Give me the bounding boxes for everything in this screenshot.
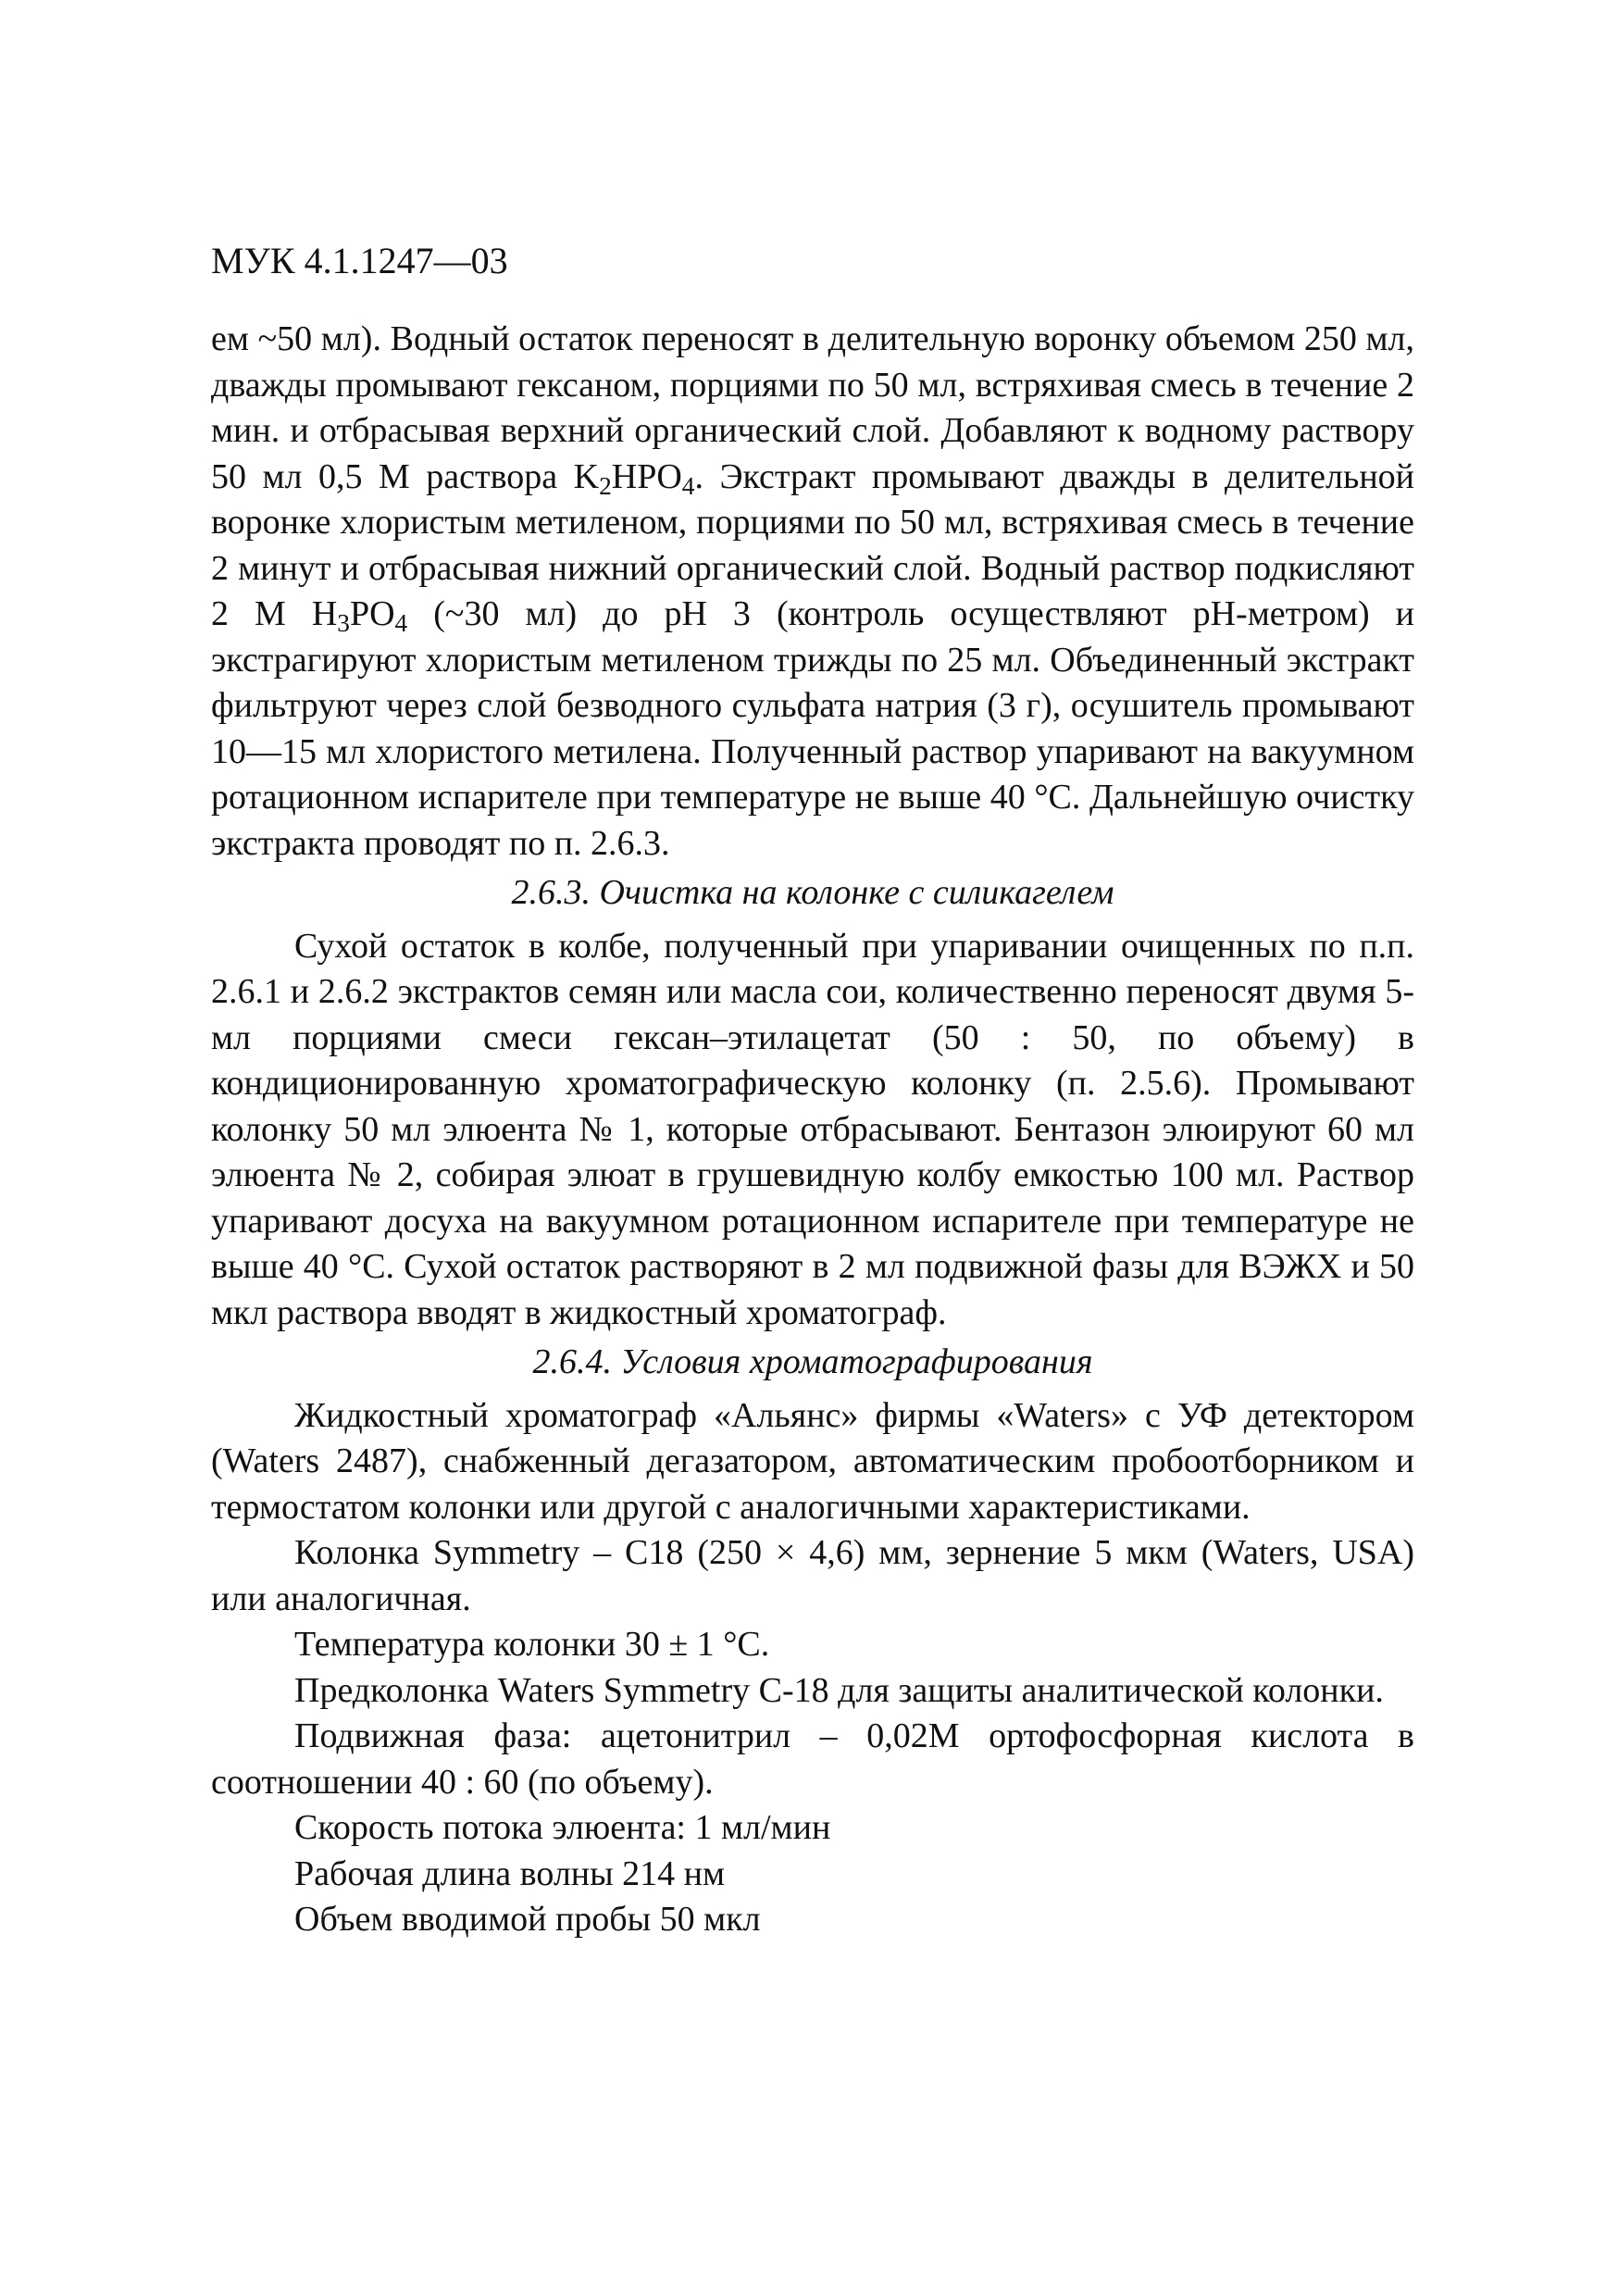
- document-page: [211, 239, 1414, 1943]
- text-run: ем ~50 мл). Водный остаток переносят в делительную воронку объемом 250 мл, дважды промывают гексаном, порциями по 50 мл, встряхивая смесь в течение 2 мин. и отбрасывая верхний органический слой. Добавляют к водному раствору 50 мл 0,5 М раствора K: [211, 319, 1414, 496]
- paragraph-flow-rate: Скорость потока элюента: 1 мл/мин: [294, 1808, 831, 1847]
- subscript: 4: [681, 471, 695, 500]
- text-run: . Экстракт промывают дважды в делительной воронке хлористым метиленом, порциями по 50 мл, встряхивая смесь в течение 2 минут и отбрасывая нижний органический слой. Водный раствор подкисляют 2 М H: [211, 456, 1414, 633]
- text-run: PO: [349, 594, 395, 633]
- subscript: 4: [394, 608, 408, 637]
- text-run: HPO: [611, 456, 682, 496]
- paragraph-mobile-phase: Подвижная фаза: ацетонитрил – 0,02М ортофосфорная кислота в соотношении 40 : 60 (по объему).: [211, 1716, 1414, 1802]
- paragraph-precolumn: Предколонка Waters Symmetry C-18 для защиты аналитической колонки.: [294, 1670, 1384, 1710]
- section-heading-2-6-3: 2.6.3. Очистка на колонке с силикагелем: [511, 873, 1114, 912]
- paragraph-column-cleanup: Сухой остаток в колбе, полученный при упаривании очищенных по п.п. 2.6.1 и 2.6.2 экстрактов семян или масла сои, количественно переносят двумя 5-мл порциями смеси гексан–этилацетат (50 : 50, по объему) в кондиционированную хроматографическую колонку (п. 2.5.6). Промывают колонку 50 мл элюента № 1, которые отбрасывают. Бентазон элюируют 60 мл элюента № 2, собирая элюат в грушевидную колбу емкостью 100 мл. Раствор упаривают досуха на вакуумном ротационном испарителе при температуре не выше 40 °С. Сухой остаток растворяют в 2 мл подвижной фазы для ВЭЖХ и 50 мкл раствора вводят в жидкостный хроматограф.: [211, 926, 1414, 1332]
- paragraph-injection-volume: Объем вводимой пробы 50 мкл: [294, 1900, 761, 1939]
- paragraph-extraction: [211, 317, 1414, 867]
- document-header: МУК 4.1.1247—03: [211, 240, 508, 281]
- subscript: 3: [337, 608, 350, 637]
- paragraph-chromatograph: Жидкостный хроматограф «Альянс» фирмы «Waters» с УФ детектором (Waters 2487), снабженный дегазатором, автоматическим пробоотборником и термостатом колонки или другой с аналогичными характеристиками.: [211, 1395, 1414, 1527]
- paragraph-column: Колонка Symmetry – C18 (250 × 4,6) мм, зернение 5 мкм (Waters, USA) или аналогичная.: [211, 1533, 1414, 1618]
- text-run: (~30 мл) до pH 3 (контроль осуществляют pH-метром) и экстрагируют хлористым метиленом трижды по 25 мл. Объединенный экстракт фильтруют через слой безводного сульфата натрия (3 г), осушитель промывают 10—15 мл хлористого метилена. Полученный раствор упаривают на вакуумном ротационном испарителе при температуре не выше 40 °С. Дальнейшую очистку экстракта проводят по п. 2.6.3.: [211, 594, 1414, 863]
- section-heading-2-6-4: 2.6.4. Условия хроматографирования: [532, 1342, 1093, 1381]
- paragraph-wavelength: Рабочая длина волны 214 нм: [294, 1853, 726, 1893]
- subscript: 2: [599, 471, 612, 500]
- paragraph-column-temperature: Температура колонки 30 ± 1 °С.: [294, 1625, 770, 1664]
